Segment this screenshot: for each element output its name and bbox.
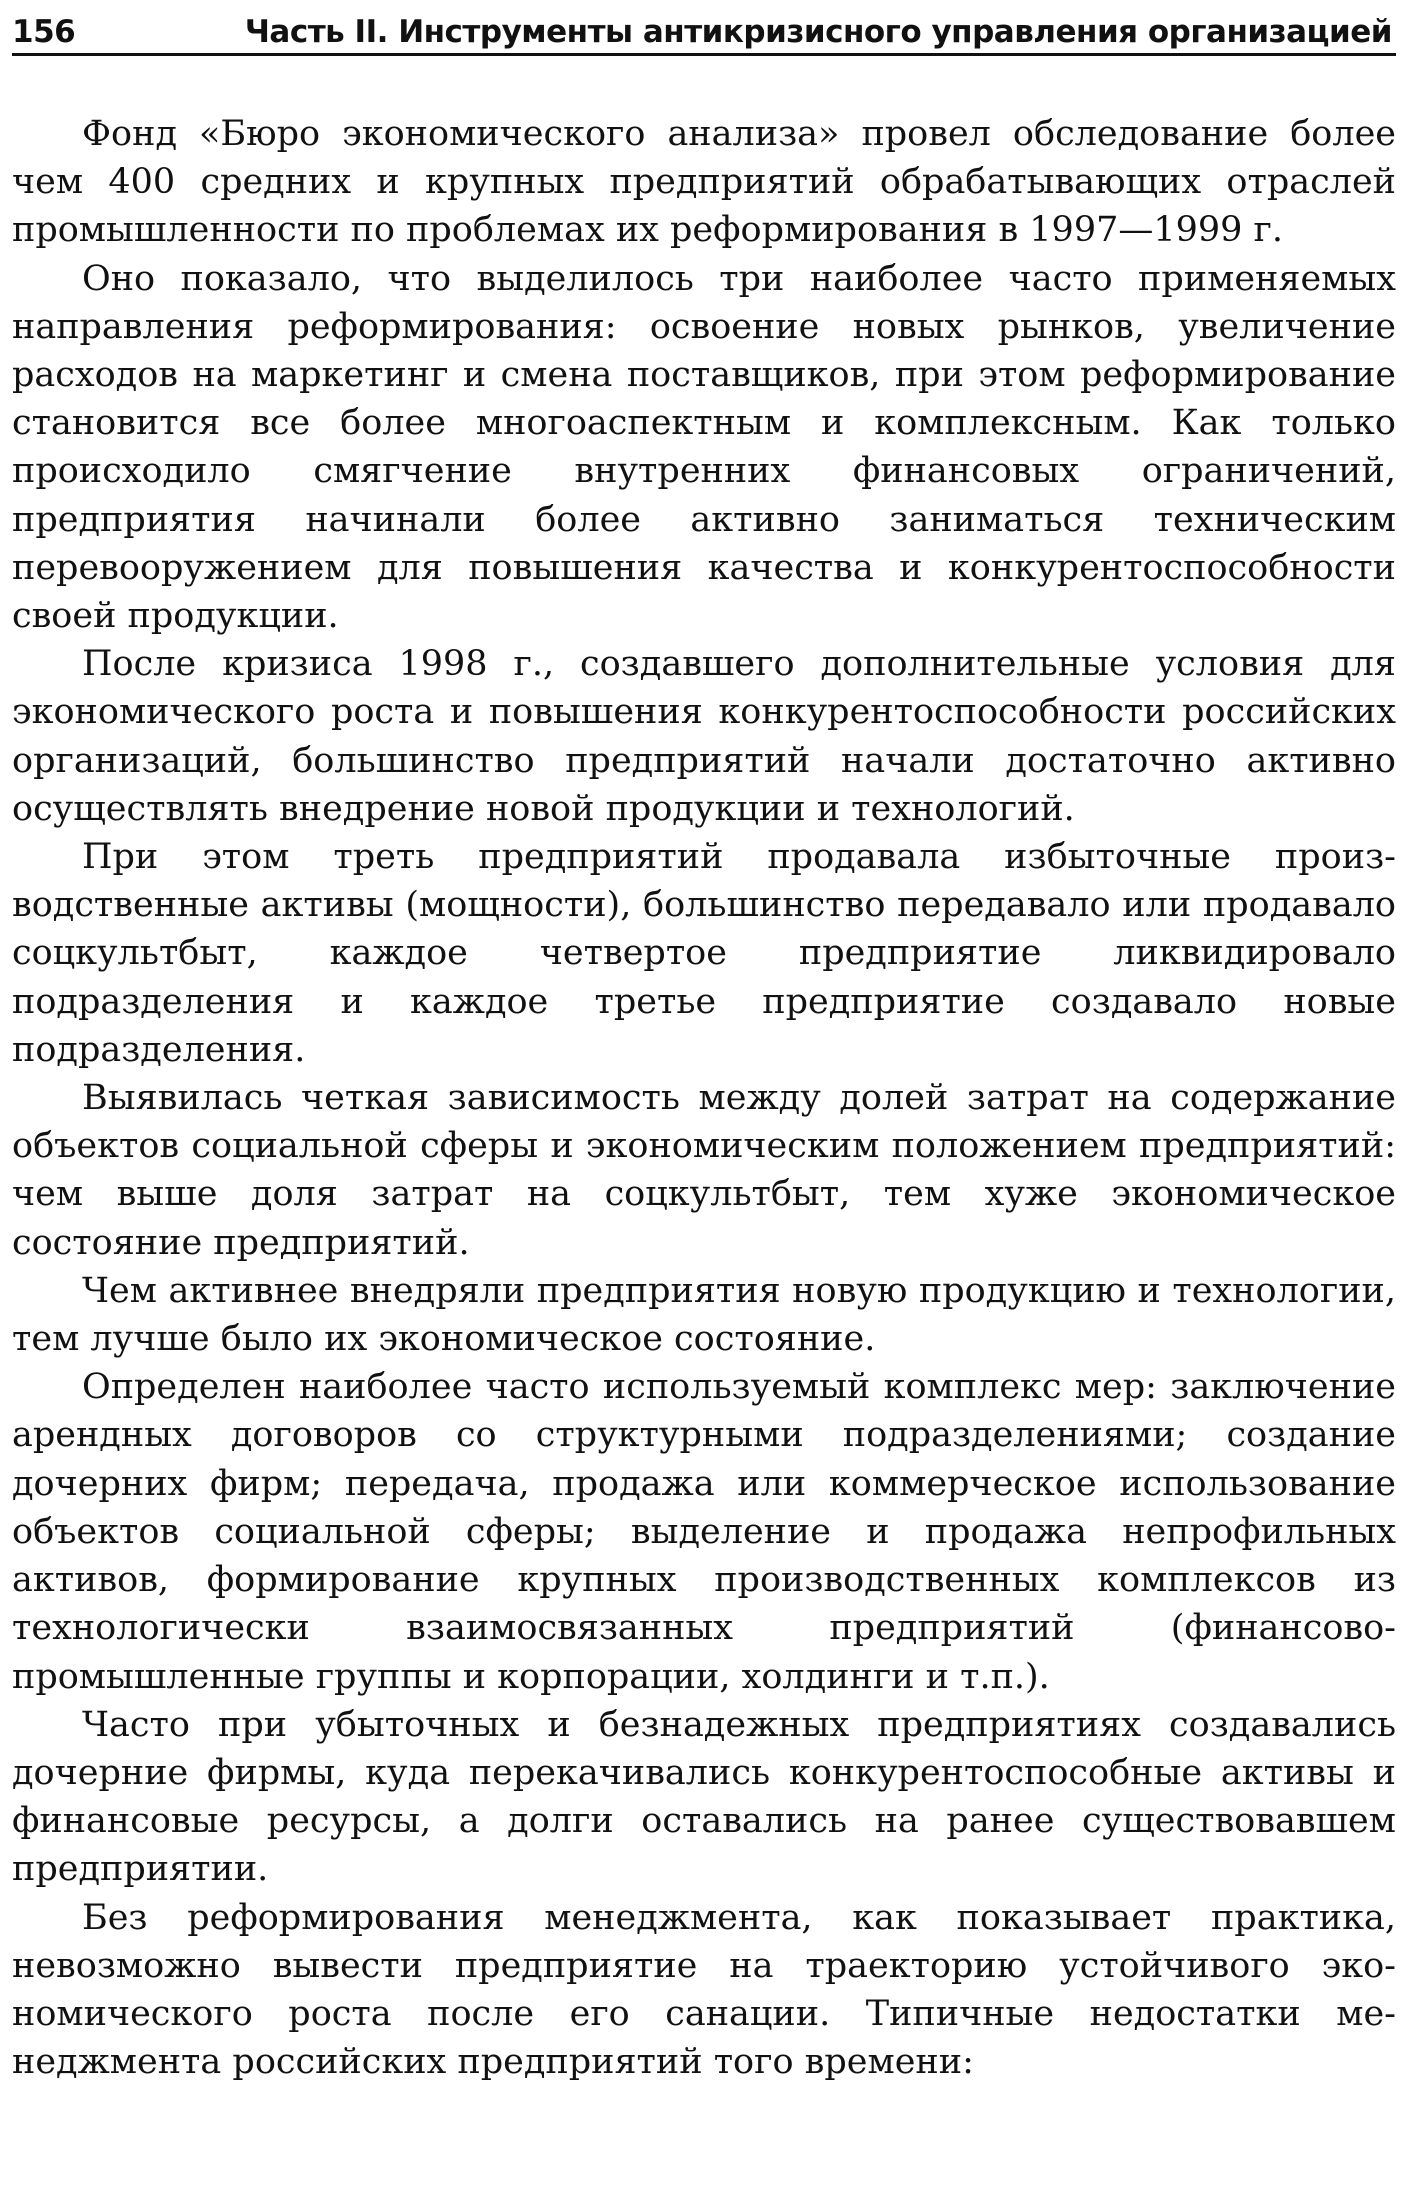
body-text (12, 110, 1396, 2086)
paragraph-innovation: Чем активнее внедряли предприятия новую продукцию и технологии, тем лучше было их экономическое состояние. (12, 1270, 1396, 1360)
running-head (12, 14, 1396, 56)
paragraph-subsidiaries: Часто при убыточных и безнадежных предприятиях создавались дочерние фирмы, куда перекачивались конкурентоспособные активы и финансовые ресурсы, а долги оставались на ранее существовавшем предприятии. (12, 1704, 1396, 1890)
paragraph-survey: Фонд «Бюро экономического анализа» провел обследование более чем 400 средних и крупных предприятий обрабатывающих отраслей промышленности по проблемах их реформирования в 1997—1999 г. (12, 114, 1396, 251)
section-title: Часть II. Инструменты антикризисного управления организацией (244, 14, 1392, 50)
paragraph-measures: Определен наиболее часто используемый комплекс мер: заключение арендных договоров со структурными подразделениями; создание дочерних фирм; передача, продажа или коммерческое использование объектов социальной сферы; выделение и продажа непрофильных активов, формирование крупных производственных комплексов из технологически взаимосвязанных предприятий (финансово-промышленные группы и корпорации, холдинги и т.п.). (12, 1367, 1396, 1697)
paragraph-after-crisis: После кризиса 1998 г., создавшего дополнительные условия для экономического роста и повышения конкурентоспособности российских организаций, большинство предприятий начали достаточно активно осуществлять внедрение новой продукции и технологий. (12, 644, 1396, 829)
paragraph-assets: При этом треть предприятий продавала избыточные производственные активы (мощности), большинство передавало или продавало соцкультбыт, каждое четвертое предприятие ликвидировало подразделения и каждое третье предприятие создавало новые подразделения. (12, 837, 1396, 1070)
paragraph-reform-directions: Оно показало, что выделилось три наиболее часто применяемых направления реформирования: освоение новых рынков, увеличение расходов на маркетинг и смена поставщиков, при этом реформирование становится все более многоаспектным и комплексным. Как только происходило смягчение внутренних финансовых ограничений, предприятия начинали более активно заниматься техническим перевооружением для повышения качества и конкурентоспособности своей продукции. (12, 258, 1396, 637)
page-number: 156 (12, 14, 76, 50)
paragraph-management: Без реформирования менеджмента, как показывает практика, невозможно вывести предприятие на траекторию устойчивого экономического роста после его санации. Типичные недостатки менеджмента российских предприятий того времени: (12, 1897, 1396, 2083)
paragraph-social-costs: Выявилась четкая зависимость между долей затрат на содержание объектов социальной сферы и экономическим положением предприятий: чем выше доля затрат на соцкультбыт, тем хуже экономическое состояние предприятий. (12, 1078, 1396, 1263)
